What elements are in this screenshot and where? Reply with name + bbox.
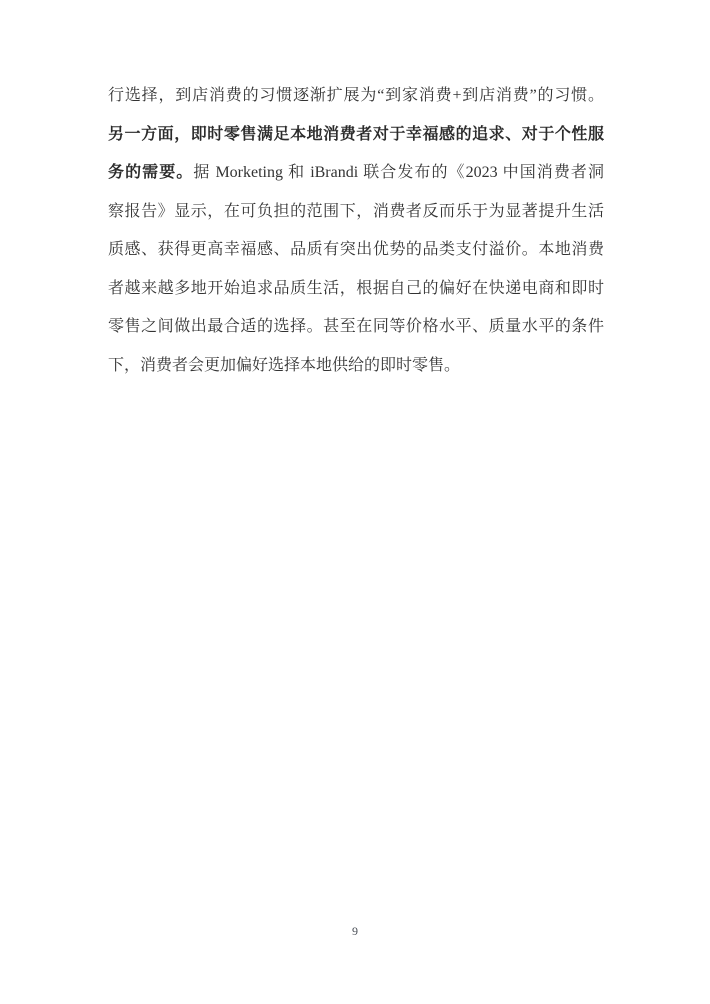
text-line	[108, 77, 604, 116]
bold-text-run: 务的需要。	[108, 164, 194, 181]
text-line	[108, 231, 604, 270]
text-line	[108, 347, 604, 386]
text-run: 下，消费者会更加偏好选择本地供给的即时零售。	[108, 356, 461, 374]
text-run: 察报告》显示，在可负担的范围下，消费者反而乐于为显著提升生活	[108, 202, 604, 220]
text-run: 质感、获得更高幸福感、品质有突出优势的品类支付溢价。本地消费	[108, 241, 604, 258]
text-run: 者越来越多地开始追求品质生活，根据自己的偏好在快递电商和即时	[108, 279, 604, 297]
text-line	[108, 270, 604, 309]
page-number: 9	[352, 924, 358, 938]
paragraph	[108, 77, 604, 385]
text-line	[108, 154, 604, 193]
text-line	[108, 193, 604, 232]
text-run: 行选择，到店消费的习惯逐渐扩展为“到家消费+到店消费”的习惯。	[108, 87, 604, 104]
text-run: 零售之间做出最合适的选择。甚至在同等价格水平、质量水平的条件	[108, 318, 604, 335]
text-line	[108, 308, 604, 347]
text-line	[108, 116, 604, 155]
text-run: 据 Morketing 和 iBrandi 联合发布的《2023 中国消费者洞	[193, 164, 604, 181]
bold-text-run: 另一方面，即时零售满足本地消费者对于幸福感的追求、对于个性服	[108, 125, 604, 143]
